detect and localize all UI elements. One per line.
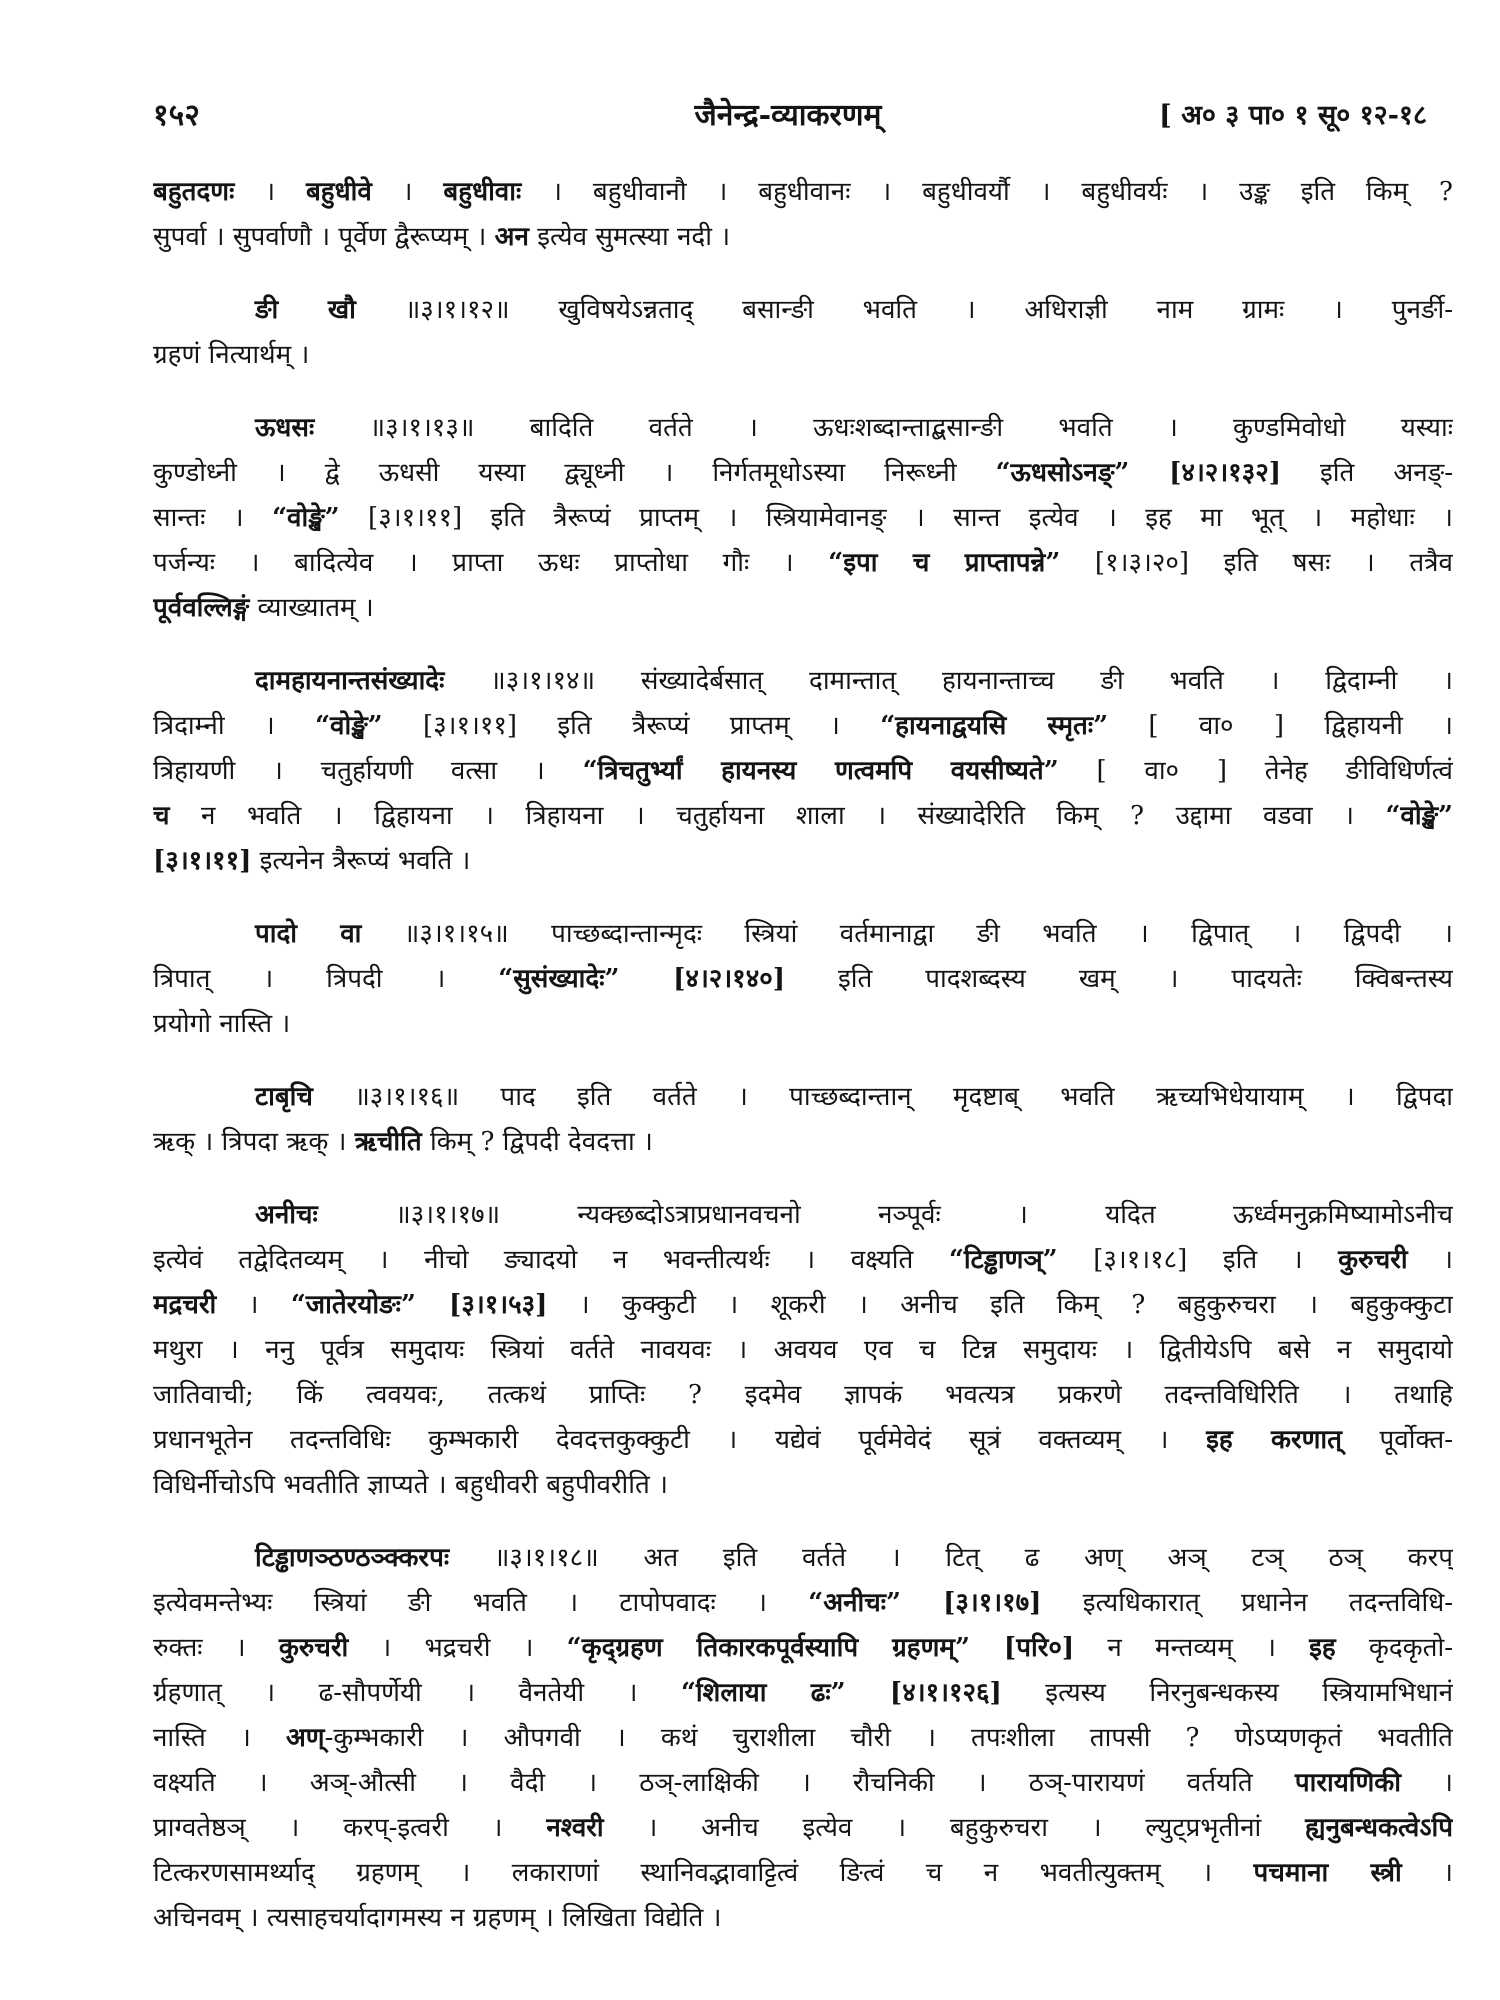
text-run: । [216,1290,291,1320]
bold-text-run: अन [494,222,529,252]
bold-text-run: इह करणात् [1206,1425,1342,1455]
bold-text-run: ङी खौ [255,295,356,325]
bold-text-run: ह्यनुबन्धकत्वेऽपि [1305,1813,1453,1843]
text-run: [३।१।१८] इति । [1057,1245,1339,1275]
text-line [153,957,1453,1002]
text-line [153,1002,1453,1047]
text-run: ॥३।१।१५॥ पाच्छब्दान्तान्मृदः स्त्रियां वर्तमानाद्वा ङी भवति । द्विपात् । द्विपदी । [361,919,1453,949]
bold-text-run: “अनीचः” [३।१।१७] [808,1588,1042,1618]
bold-text-run: पारायणिकी [1294,1768,1402,1798]
text-run: प्रयोगो नास्ति । [153,1009,291,1039]
text-run: ॥३।१।१७॥ न्यक्छब्दोऽत्राप्रधानवचनो नञ्पूर्वः । यदित ऊर्ध्वमनुक्रमिष्यामोऽनीच [317,1200,1453,1230]
page-number: १५२ [153,98,200,133]
text-run: । [1407,1245,1453,1275]
text-line [153,1283,1453,1328]
text-run: इति पादशब्दस्य खम् । पादयतेः क्विबन्तस्य [785,964,1453,994]
text-run: वक्ष्यति । अञ्-औत्सी । वैदी । ठञ्-लाक्षिकी । रौचनिकी । ठञ्-पारायणं वर्तयति [153,1768,1295,1798]
text-line [153,1463,1453,1508]
text-run: टित्करणसामर्थ्याद् ग्रहणम् । लकाराणां स्थानिवद्भावाट्टित्वं ङित्वं च न भवतीत्युक्तम् । [153,1858,1254,1888]
paragraph [153,1075,1453,1165]
text-run: पर्जन्यः । बादित्येव । प्राप्ता ऊधः प्राप्तोधा गौः । [153,548,829,578]
bold-text-run: पचमाना स्त्री [1253,1858,1402,1888]
bold-text-run: “त्रिचतुर्भ्यां हायनस्य णत्वमपि वयसीष्यते” [582,756,1059,786]
bold-text-run: पादो वा [255,919,362,949]
text-run: र्ग्रहणात् । ढ-सौपर्णेयी । वैनतेयी । [153,1678,681,1708]
paragraph [153,170,1453,260]
text-run: । [1401,1768,1453,1798]
running-title: जैनेन्द्र-व्याकरणम् [694,98,882,133]
page-header [153,92,1453,140]
text-run: । [234,177,306,207]
text-line [153,215,1453,260]
paragraph [153,406,1453,631]
bold-text-run: दामहायनान्तसंख्यादेः [255,666,445,696]
bold-text-run: “वोङ्खे” [272,503,340,533]
text-run: [३।१।११] इति त्रैरूप्यं प्राप्तम् । [382,711,881,741]
section-reference: [ अ० ३ पा० १ सू० १२-१८ [1159,100,1427,131]
text-run: । कुक्कुटी । शूकरी । अनीच इति किम् ? बहुकुरुचरा । बहुकुक्कुटा [547,1290,1453,1320]
text-line [153,333,1453,378]
text-line [153,451,1453,496]
text-run: ॥३।१।१८॥ अत इति वर्तते । टित् ढ अण् अञ् टञ् ठञ् करप् [449,1543,1453,1573]
bold-text-run: “जातेरयोङः” [३।१।५३] [290,1290,548,1320]
text-run: इति अनङ्- [1281,458,1453,488]
text-run: न भवति । द्विहायना । त्रिहायना । चतुर्हायना शाला । संख्यादेरिति किम् ? उद्दामा वडवा । [169,801,1386,831]
text-line [153,1716,1453,1761]
paragraph [153,1536,1453,1941]
bold-text-run: कुरुचरी [278,1633,349,1663]
text-run: मथुरा । ननु पूर्वत्र समुदायः स्त्रियां वर्तते नावयवः । अवयव एव च टिन्न समुदायः । द्वितीयेऽपि बसे न समुदायो [153,1335,1453,1365]
bold-text-run: [३।१।११] [153,846,252,876]
text-line [153,1193,1453,1238]
text-run: । बहुधीवानौ । बहुधीवानः । बहुधीवर्यौ । बहुधीवर्यः । उङ्क इति किम् ? [521,177,1453,207]
text-run: [१।३।२०] इति षसः । तत्रैव [1060,548,1453,578]
bold-text-run: “शिलाया ढः” [४।१।१२६] [680,1678,1002,1708]
text-run: कृदकृतो- [1335,1633,1453,1663]
text-run: इत्येवमन्तेभ्यः स्त्रियां ङी भवति । टापोपवादः । [153,1588,809,1618]
text-run: ग्रहणं नित्यार्थम् । [153,340,310,370]
text-line [153,496,1453,541]
text-run: इत्यधिकारात् प्रधानेन तदन्तविधि- [1041,1588,1453,1618]
text-line [153,1418,1453,1463]
text-run: सुपर्वा । सुपर्वाणौ । पूर्वेण द्वैरूप्यम् । [153,222,495,252]
text-run: इत्यस्य निरनुबन्धकस्य स्त्रियामभिधानं [1001,1678,1453,1708]
text-run: । [1401,1858,1453,1888]
text-run: ॥३।१।१२॥ खुविषयेऽन्नताद् बसान्ङी भवति । अधिराज्ञी नाम ग्रामः । पुनर्ङी- [355,295,1453,325]
text-line [153,794,1453,839]
text-run: ॥३।१।१३॥ बादिति वर्तते । ऊधःशब्दान्ताद्बसान्ङी भवति । कुण्डमिवोधो यस्याः [314,413,1453,443]
bold-text-run: ऋचीति [354,1127,422,1157]
text-run: जातिवाची; किं त्ववयवः, तत्कथं प्राप्तिः ? इदमेव ज्ञापकं भवत्यत्र प्रकरणे तदन्तविधिरिति । तथाहि [153,1380,1453,1410]
text-line [153,1671,1453,1716]
bold-text-run: पूर्ववल्लिङ्गं [153,593,250,623]
text-line [153,704,1453,749]
text-run: रुक्तः । [153,1633,279,1663]
text-line [153,1806,1453,1851]
text-run: ॥३।१।१४॥ संख्यादेर्बसात् दामान्तात् हायनान्ताच्च ङी भवति । द्विदाम्नी । [444,666,1453,696]
bold-text-run: “कृद्ग्रहण तिकारकपूर्वस्यापि ग्रहणम्” [परि०] [566,1633,1075,1663]
bold-text-run: “टिड्ढाणञ्” [948,1245,1058,1275]
bold-text-run: बहुधीवाः [443,177,522,207]
bold-text-run: अनीचः [255,1200,318,1230]
text-run: विधिर्नीचोऽपि भवतीति ज्ञाप्यते । बहुधीवरी बहुपीवरीति । [153,1470,668,1500]
text-line [153,1761,1453,1806]
text-line [153,406,1453,451]
text-run: पूर्वोक्त- [1341,1425,1453,1455]
text-run: प्रधानभूतेन तदन्तविधिः कुम्भकारी देवदत्तकुक्कुटी । यद्येवं पूर्वमेवेदं सूत्रं वक्तव्यम् । [153,1425,1207,1455]
bold-text-run: बहुधीवे [305,177,372,207]
text-line [153,1328,1453,1373]
bold-text-run: “सुसंख्यादेः” [४।२।१४०] [498,964,786,994]
paragraph [153,1193,1453,1508]
text-line [153,1373,1453,1418]
text-run: इत्येवं तद्वेदितव्यम् । नीचो ङ्यादयो न भवन्तीत्यर्थः । वक्ष्यति [153,1245,949,1275]
text-run: नास्ति । [153,1723,286,1753]
bold-text-run: मद्रचरी [153,1290,217,1320]
bold-text-run: “इपा च प्राप्तापन्ने” [828,548,1061,578]
text-line [153,541,1453,586]
text-run: । अनीच इत्येव । बहुकुरुचरा । ल्युट्प्रभृतीनां [603,1813,1306,1843]
paragraph [153,659,1453,884]
text-run: त्रिहायणी । चतुर्हायणी वत्सा । [153,756,583,786]
paragraph [153,288,1453,378]
bold-text-run: टिड्ढाणञ्ठण्ठञ्क्करपः [255,1543,450,1573]
text-run: अचिनवम् । त्यसाहचर्यादागमस्य न ग्रहणम् । लिखिता विद्येति । [153,1903,722,1933]
text-run: [ वा० ] द्विहायनी । [1108,711,1453,741]
text-line [153,749,1453,794]
text-run: त्रिदाम्नी । [153,711,316,741]
text-line [153,659,1453,704]
text-line [153,1851,1453,1896]
text-run: इत्येव सुमत्स्या नदी । [528,222,731,252]
text-run: [ वा० ] तेनेह ङीविधिर्णत्वं [1058,756,1453,786]
text-run: इत्यनेन त्रैरूप्यं भवति । [251,846,471,876]
text-line [153,170,1453,215]
bold-text-run: “वोङ्खे” [1385,801,1453,831]
text-line [153,1120,1453,1165]
text-run: ॥३।१।१६॥ पाद इति वर्तते । पाच्छब्दान्तान् मृदष्टाब् भवति ऋच्यभिधेयायाम् । द्विपदा [312,1082,1453,1112]
page-body [153,170,1453,1941]
text-run: किम् ? द्विपदी देवदत्ता । [421,1127,653,1157]
text-line [153,912,1453,957]
text-run: कुण्डोध्नी । द्वे ऊधसी यस्या द्व्यूध्नी । निर्गतमूधोऽस्या निरूध्नी [153,458,996,488]
bold-text-run: “वोङ्खे” [315,711,383,741]
text-line [153,1626,1453,1671]
text-line [153,1238,1453,1283]
bold-text-run: नश्वरी [546,1813,604,1843]
text-run: । भद्रचरी । [348,1633,567,1663]
bold-text-run: अण् [285,1723,325,1753]
text-run: -कुम्भकारी । औपगवी । कथं चुराशीला चौरी । तपःशीला तापसी ? णेऽप्यणकृतं भवतीति [324,1723,1453,1753]
bold-text-run: कुरुचरी [1338,1245,1408,1275]
bold-text-run: “ऊधसोऽनङ्” [४।२।१३२] [995,458,1282,488]
text-run: त्रिपात् । त्रिपदी । [153,964,499,994]
bold-text-run: च [153,801,170,831]
text-line [153,839,1453,884]
text-run: [३।१।११] इति त्रैरूप्यं प्राप्तम् । स्त्रियामेवानङ् । सान्त इत्येव । इह मा भूत् । महोधाः । [339,503,1453,533]
text-line [153,1536,1453,1581]
text-run: न मन्तव्यम् । [1074,1633,1310,1663]
text-run: व्याख्यातम् । [249,593,374,623]
text-run: । [371,177,444,207]
bold-text-run: ऊधसः [255,413,315,443]
text-line [153,1581,1453,1626]
text-run: ऋक् । त्रिपदा ऋक् । [153,1127,355,1157]
text-line [153,288,1453,333]
bold-text-run: टाबृचि [255,1082,313,1112]
text-line [153,586,1453,631]
text-run: प्राग्वतेष्ठञ् । करप्-इत्वरी । [153,1813,547,1843]
bold-text-run: इह [1309,1633,1336,1663]
text-line [153,1896,1453,1941]
text-line [153,1075,1453,1120]
paragraph [153,912,1453,1047]
bold-text-run: “हायनाद्वयसि स्मृतः” [880,711,1109,741]
bold-text-run: बहुतदणः [153,177,235,207]
text-run: सान्तः । [153,503,273,533]
